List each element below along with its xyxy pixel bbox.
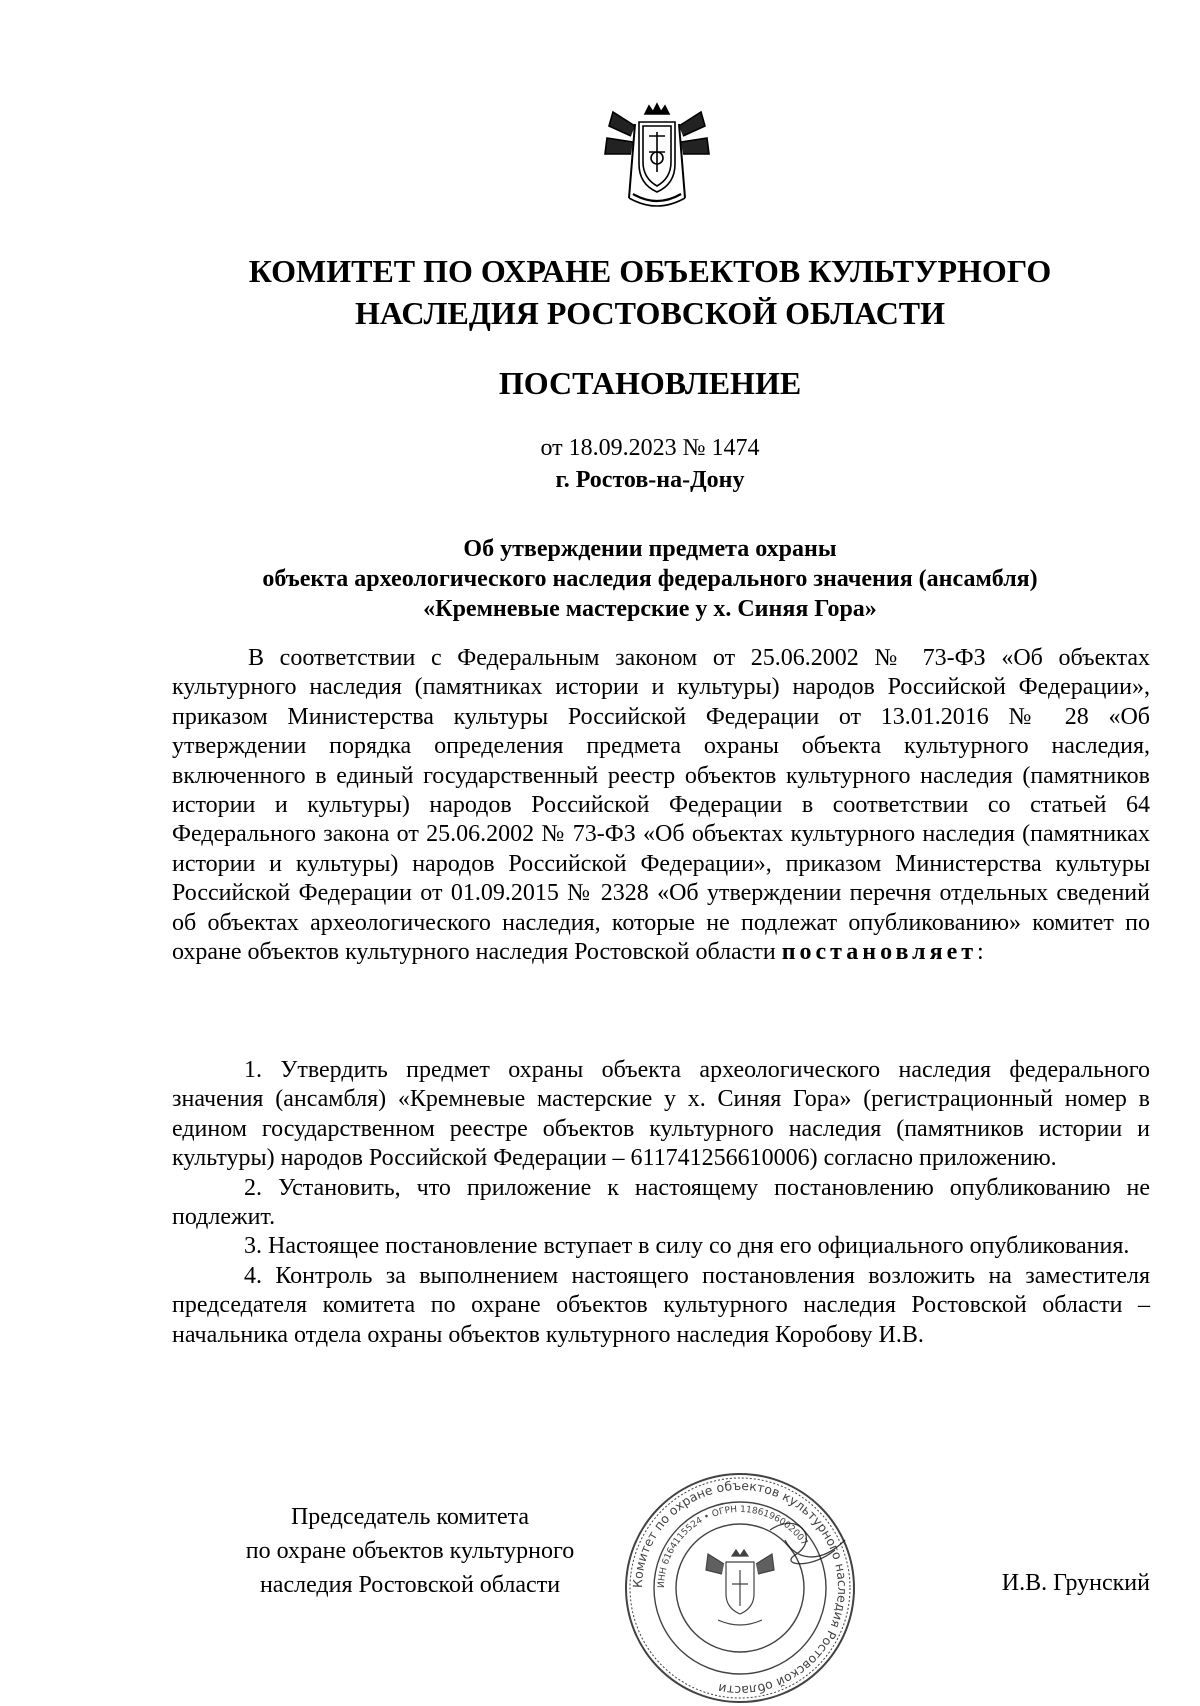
document-type: ПОСТАНОВЛЕНИЕ	[498, 365, 802, 401]
preamble-paragraph	[172, 644, 1150, 967]
organization-name	[150, 250, 1150, 334]
list-item: 3. Настоящее постановление вступает в силу со дня его официального опубликования.	[244, 1233, 1130, 1260]
svg-text:ИНН 6164115524 • ОГРН 11861960	[657, 1505, 809, 1588]
list-item: 2. Установить, что приложение к настоящему постановлению опубликованию не подлежит.	[172, 1174, 1150, 1231]
resolution-items	[172, 1056, 1150, 1350]
coat-of-arms-icon	[599, 102, 715, 214]
document-subject	[150, 534, 1150, 624]
position-line-2: по охране объектов культурного	[245, 1538, 575, 1564]
city: г. Ростов-на-Дону	[555, 467, 745, 493]
preamble-text: В соответствии с Федеральным законом от 25.06.2002 № 73-ФЗ «Об объектах культурного наследия (памятниках истории и культуры) народов Российской Федерации», приказом Министерства культуры Российской Федерации от 13.01.2016 № 28 «Об утверждении порядка определения предмета охраны объекта культурного наследия, включенного в единый государственный реестр объектов культурного наследия (памятников истории и культуры) народов Российской Федерации в соответствии со статьей 64 Федерального закона от 25.06.2002 № 73-ФЗ «Об объектах культурного наследия (памятниках истории и культуры) народов Российской Федерации», приказом Министерства культуры Российской Федерации от 01.09.2015 № 2328 «Об утверждении перечня отдельных сведений об объектах археологического наследия, которые не подлежат опубликованию» комитет по охране объектов культурного наследия Ростовской области	[172, 645, 1150, 966]
seal-outer-text: Комитет по охране объектов культурного наследия Ростовской области	[629, 1477, 851, 1699]
position-line-1: Председатель комитета	[290, 1504, 530, 1530]
preamble-colon: :	[977, 939, 984, 966]
date-number: от 18.09.2023 № 1474	[540, 435, 760, 461]
signatory-position	[190, 1500, 630, 1602]
seal-inner-text: ИНН 6164115524 • ОГРН 1186196002007	[656, 1504, 809, 1589]
preamble	[172, 644, 1150, 967]
organization-line-1: КОМИТЕТ ПО ОХРАНЕ ОБЪЕКТОВ КУЛЬТУРНОГО	[248, 253, 1052, 289]
organization-line-2: НАСЛЕДИЯ РОСТОВСКОЙ ОБЛАСТИ	[354, 295, 946, 331]
subject-line-3: «Кремневые мастерские у х. Синяя Гора»	[423, 596, 877, 622]
position-line-3: наследия Ростовской области	[259, 1572, 561, 1598]
list-item: 1. Утвердить предмет охраны объекта археологического наследия федерального значения (ансамбля) «Кремневые мастерские у х. Синяя Гора» (регистрационный номер в едином государственном реестре объектов культурного наследия (памятников истории и культуры) народов Российской Федерации – 611741256610006) согласно приложению.	[172, 1057, 1150, 1172]
official-seal-icon	[620, 1470, 860, 1706]
subject-line-1: Об утверждении предмета охраны	[463, 536, 837, 562]
list-item: 4. Контроль за выполнением настоящего постановления возложить на заместителя председателя комитета по охране объектов культурного наследия Ростовской области – начальника отдела охраны объектов культурного наследия Коробову И.В.	[172, 1262, 1150, 1348]
subject-line-2: объекта археологического наследия федерального значения (ансамбля)	[262, 566, 1038, 592]
resolves-word: постановляет	[781, 939, 978, 966]
signatory-name: И.В. Грунский	[1001, 1570, 1150, 1596]
